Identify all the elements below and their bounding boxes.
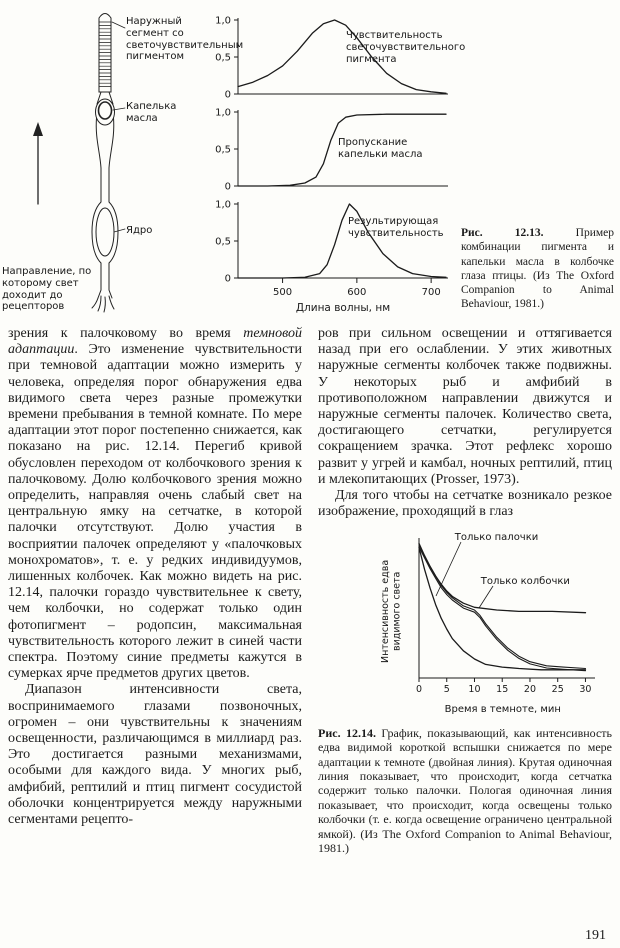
caption-number: Рис. 12.14. xyxy=(318,725,376,740)
svg-text:600: 600 xyxy=(347,287,367,298)
left-column xyxy=(8,326,302,855)
caption-text: Пример комбинации пигмента и капельки масла в колбочке глаза птицы. (Из The Oxford Companion to Animal Behaviour, 1981.) xyxy=(461,227,614,311)
figure-12-14-caption xyxy=(318,726,612,856)
series-label-rods-only: Только палочки xyxy=(454,532,539,544)
svg-text:1,0: 1,0 xyxy=(215,107,231,119)
svg-text:0: 0 xyxy=(224,89,231,101)
svg-text:0,5: 0,5 xyxy=(215,144,231,156)
resulting-sensitivity-chart xyxy=(208,194,452,318)
svg-text:Длина волны, нм: Длина волны, нм xyxy=(295,302,391,314)
paragraph-dark-adaptation: зрения к палочковому во время темновой адаптации. Это изменение чувствительности при темновой адаптации можно измерить у человека, определяя порог обнаружения едва видимого света через разные промежутки времени пребывания в темной комнате. По мере адаптации этот порог постепенно снижается, как показано на рис. 12.14. Перегиб кривой обусловлен переходом от колбочкового зрения к палочковому. Долю колбочкового зрения можно определить, направляя очень слабый свет на центральную ямку на сетчатке, в которой палочки отсутствуют. Долю участия в восприятии палочек определяют у «палочковых монохроматов», т. е. у редких индивидуумов, лишенных колбочек. Как можно видеть на рис. 12.14, палочки гораздо чувствительнее к свету, чем колбочки, но содержат только один фотопигмент – родопсин, максимальная чувствительность которого лежит в синей части спектра. Поэтому синие предметы кажутся в сумерках ярче предметов других цветов. xyxy=(8,326,302,682)
svg-text:25: 25 xyxy=(551,684,564,696)
label-light-direction: Направление, по которому свет доходит до рецепторов xyxy=(2,266,92,313)
panel-label-pigment-sensitivity: Чувствительность светочувствительного пигмента xyxy=(346,30,466,65)
spectral-charts xyxy=(208,10,466,322)
svg-text:0: 0 xyxy=(415,684,422,696)
svg-text:0: 0 xyxy=(224,181,231,193)
svg-text:0: 0 xyxy=(224,273,231,285)
svg-text:1,0: 1,0 xyxy=(215,199,231,211)
figure-12-14 xyxy=(380,532,612,717)
paragraph-pigment-migration: ров при сильном освещении и оттягивается назад при его ослаблении. У этих животных наружные сегменты колбочек также подвижны. У некоторых рыб и амфибий в противоположном направлении движутся и наружные сегменты палочек. Количество света, достигающего сетчатки, регулируется сокращением зрачка. Этот рефлекс хорошо развит у угрей и камбал, ночных рептилий, птиц и млекопитающих (Prosser, 1973). xyxy=(318,326,612,487)
oil-droplet-shape xyxy=(99,102,112,119)
figure-12-13 xyxy=(0,6,620,324)
svg-text:15: 15 xyxy=(495,684,509,696)
svg-text:500: 500 xyxy=(273,287,293,298)
body-text xyxy=(8,326,612,855)
y-axis-label: Интенсивность едва видимого света xyxy=(380,559,403,664)
nucleus-shape xyxy=(96,208,114,256)
paragraph-intensity-range: Диапазон интенсивности света, воспринимаемого глазами позвоночных, огромен – они чувствительны к значениям освещенности, различающимся в миллиард раз. Это достигается разными механизмами, особыми для каждого вида. У многих рыб, амфибий, рептилий и птиц пигмент сосудистой оболочки концентрируется между наружными сегментами рецепто- xyxy=(8,682,302,828)
page-number: 191 xyxy=(585,928,606,943)
dark-adaptation-chart xyxy=(405,532,601,698)
italic-term: темновой адаптации xyxy=(8,326,302,358)
caption-text: График, показывающий, как интенсивность едва видимой короткой вспышки снижается по мере адаптации к темноте (двойная линия). Крутая одиночная линия показывает, что происходит, когда сетчатка содержит только палочки. Пологая одиночная линия показывает, что происходит, когда освещены только колбочки (т. е. когда освещение ограничено центральной ямкой). (Из The Oxford Companion to Animal Behaviour, 1981.) xyxy=(318,725,613,855)
svg-text:20: 20 xyxy=(523,684,536,696)
label-oil-droplet: Капелька масла xyxy=(126,101,177,124)
svg-text:0,5: 0,5 xyxy=(215,236,231,248)
paragraph-sharp-image: Для того чтобы на сетчатке возникало резкое изображение, проходящий в глаз xyxy=(318,488,612,520)
svg-text:30: 30 xyxy=(579,684,592,696)
svg-text:0,5: 0,5 xyxy=(215,52,231,64)
panel-label-resulting-sensitivity: Результирующая чувствительность xyxy=(348,216,444,239)
svg-text:1,0: 1,0 xyxy=(215,15,231,27)
svg-text:10: 10 xyxy=(468,684,481,696)
caption-number: Рис. 12.13. xyxy=(461,227,544,239)
disc-stripes xyxy=(100,22,111,87)
arrowhead-icon xyxy=(33,122,43,136)
dark-adaptation-chart-wrap xyxy=(405,532,601,717)
svg-text:700: 700 xyxy=(421,287,441,298)
svg-text:5: 5 xyxy=(443,684,450,696)
x-axis-label: Время в темноте, мин xyxy=(444,703,561,715)
label-nucleus: Ядро xyxy=(126,225,153,236)
series-label-cones-only: Только колбочки xyxy=(480,576,570,588)
panel-label-oil-transmission: Пропускание капельки масла xyxy=(338,137,423,160)
label-outer-segment: Наружный сегмент со светочувствительным пигментом xyxy=(126,16,244,63)
figure-12-13-caption xyxy=(461,226,614,312)
right-column xyxy=(318,326,612,855)
